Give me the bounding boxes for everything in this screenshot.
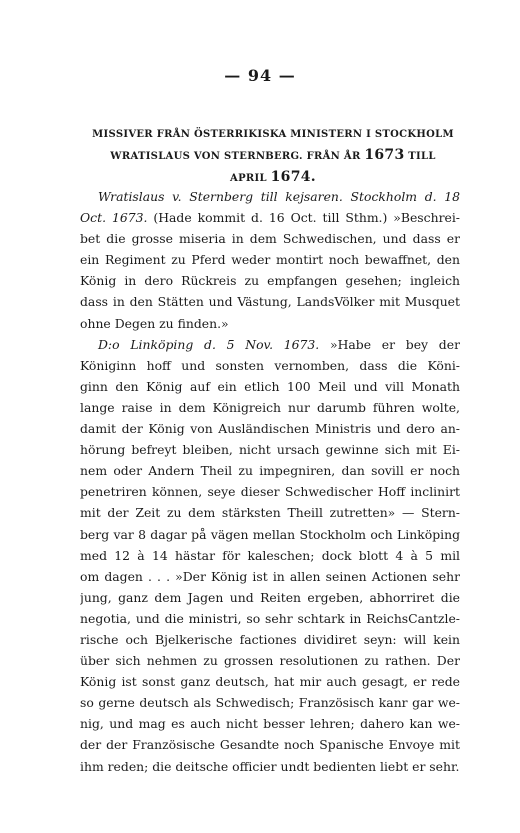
italic-text: Oct. 1673. xyxy=(80,210,148,226)
text-line: dass in den Stätten und Västung, LandsVölker mit Musquet xyxy=(80,294,460,310)
text-line: ihm reden; die deitsche officier undt bedienten liebt er sehr. xyxy=(80,758,460,774)
text-line: negotia, und die ministri, so sehr schtark in ReichsCantzle- xyxy=(80,610,460,626)
heading-line-3: APRIL 1674. xyxy=(230,169,316,185)
page-number: — 94 — xyxy=(224,66,296,85)
italic-text: Stockholm d. 18 xyxy=(350,189,460,204)
text-line: so gerne deutsch als Schwedisch; Französisch kanr gar we- xyxy=(80,695,460,711)
text-line: Oct. 1673. (Hade kommit d. 16 Oct. till Sthm.) »Beschrei- xyxy=(80,210,460,226)
text-line: om dagen . . . »Der König ist in allen seinen Actionen sehr xyxy=(80,568,460,584)
text-line: der der Französische Gesandte noch Spanische Envoye mit xyxy=(80,737,460,753)
text-line: ginn den König auf ein etlich 100 Meil und vill Monath xyxy=(80,378,460,394)
text-line: bet die grosse miseria in dem Schwedischen, und dass er xyxy=(80,231,460,247)
text-line: jung, ganz dem Jagen und Reiten ergeben, abhorriret die xyxy=(80,589,460,605)
text-line: hörung befreyt bleiben, nicht ursach gewinne sich mit Ei- xyxy=(80,442,460,458)
text-line: berg var 8 dagar på vägen mellan Stockholm och Linköping xyxy=(80,526,460,542)
italic-text: D:o Linköping d. 5 Nov. 1673. xyxy=(98,336,320,352)
text-line: rische och Bjelkerische factiones dividiret seyn: will kein xyxy=(80,631,460,647)
text-line: penetriren können, seye dieser Schwedischer Hoff inclinirt xyxy=(80,484,460,500)
text-line: lange raise in dem Königreich nur darumb führen wolte, xyxy=(80,399,460,415)
text-line: König in dero Rückreis zu empfangen gesehen; ingleich xyxy=(80,273,460,289)
text-line xyxy=(80,186,460,207)
text-line: D:o Linköping d. 5 Nov. 1673. »Habe er bey der xyxy=(98,336,460,352)
text-line: ein Regiment zu Pferd weder montirt noch bewaffnet, den xyxy=(80,252,460,268)
text-line: Königinn hoff und sonsten vernomben, dass die Köni- xyxy=(80,357,460,373)
text-line: nig, und mag es auch nicht besser lehren; dahero kan we- xyxy=(80,716,460,732)
text-line: nem oder Andern Theil zu impegniren, dan sovill er noch xyxy=(80,463,460,479)
body-text xyxy=(80,186,460,777)
section-heading xyxy=(92,124,454,189)
text-line: mit der Zeit zu dem stärksten Theill zutretten» — Stern- xyxy=(80,505,460,521)
text-line: med 12 à 14 hästar för kaleschen; dock blott 4 à 5 mil xyxy=(80,547,460,563)
heading-line-2: WRATISLAUS VON STERNBERG. FRÅN ÅR 1673 TILL xyxy=(110,147,436,163)
text-line: König ist sonst ganz deutsch, hat mir auch gesagt, er rede xyxy=(80,674,460,690)
heading-line-1: MISSIVER FRÅN ÖSTERRIKISKA MINISTERN I STOCKHOLM xyxy=(92,129,454,140)
italic-text: Wratislaus v. Sternberg till kejsaren. xyxy=(98,189,343,204)
text-line: ohne Degen zu finden.» xyxy=(80,315,229,331)
heading-year-start: 1673 xyxy=(364,147,405,163)
text-line: damit der König von Ausländischen Ministris und dero an- xyxy=(80,421,460,437)
heading-year-end: 1674. xyxy=(270,169,316,185)
text-line: über sich nehmen zu grossen resolutionen zu rathen. Der xyxy=(80,653,460,669)
